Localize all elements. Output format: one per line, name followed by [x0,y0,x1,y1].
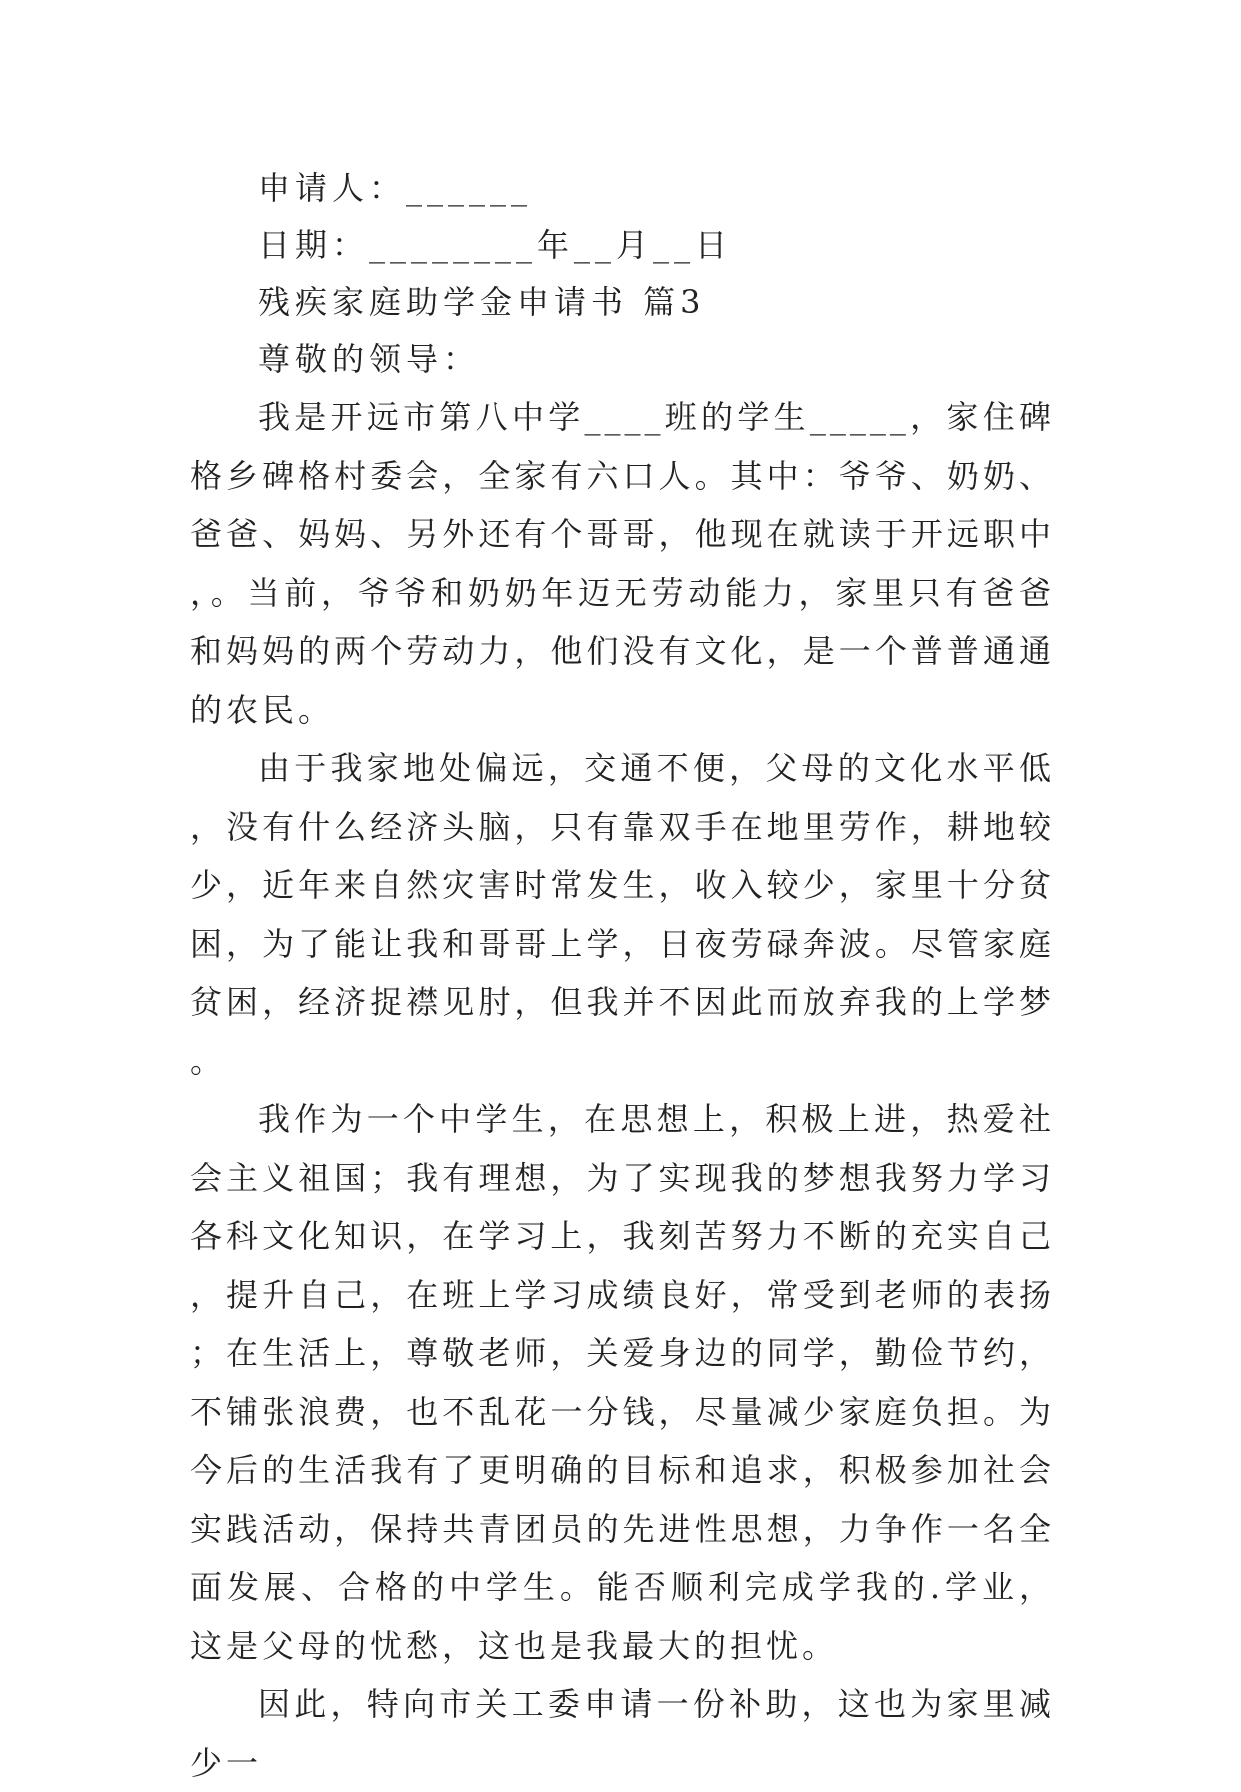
document-body [190,160,1055,1792]
paragraph-4: 因此，特向市关工委申请一份补助，这也为家里减少一 [190,1685,1055,1782]
section-title: 残疾家庭助学金申请书 篇3 [258,283,706,321]
paragraph-2: 由于我家地处偏远，交通不便，父母的文化水平低，没有什么经济头脑，只有靠双手在地里劳作，耕地较少，近年来自然灾害时常发生，收入较少，家里十分贫困，为了能让我和哥哥上学，日夜劳碌奔波。尽管家庭贫困，经济捉襟见肘，但我并不因此而放弃我的上学梦。 [190,749,1055,1080]
paragraph-1: 我是开远市第八中学____班的学生_____，家住碑格乡碑格村委会，全家有六口人。其中：爷爷、奶奶、爸爸、妈妈、另外还有个哥哥，他现在就读于开远职中，。当前，爷爷和奶奶年迈无劳动能力，家里只有爸爸和妈妈的两个劳动力，他们没有文化，是一个普普通通的农民。 [190,398,1055,729]
date-line: 日期：________年__月__日 [258,226,733,264]
applicant-line: 申请人：______ [258,169,533,207]
salutation: 尊敬的领导： [258,340,481,378]
paragraph-3: 我作为一个中学生，在思想上，积极上进，热爱社会主义祖国；我有理想，为了实现我的梦想我努力学习各科文化知识，在学习上，我刻苦努力不断的充实自己，提升自己，在班上学习成绩良好，常受到老师的表扬；在生活上，尊敬老师，关爱身边的同学，勤俭节约，不铺张浪费，也不乱花一分钱，尽量减少家庭负担。为今后的生活我有了更明确的目标和追求，积极参加社会实践活动，保持共青团员的先进性思想，力争作一名全面发展、合格的中学生。能否顺利完成学我的.学业，这是父母的忧愁，这也是我最大的担忧。 [190,1100,1055,1665]
